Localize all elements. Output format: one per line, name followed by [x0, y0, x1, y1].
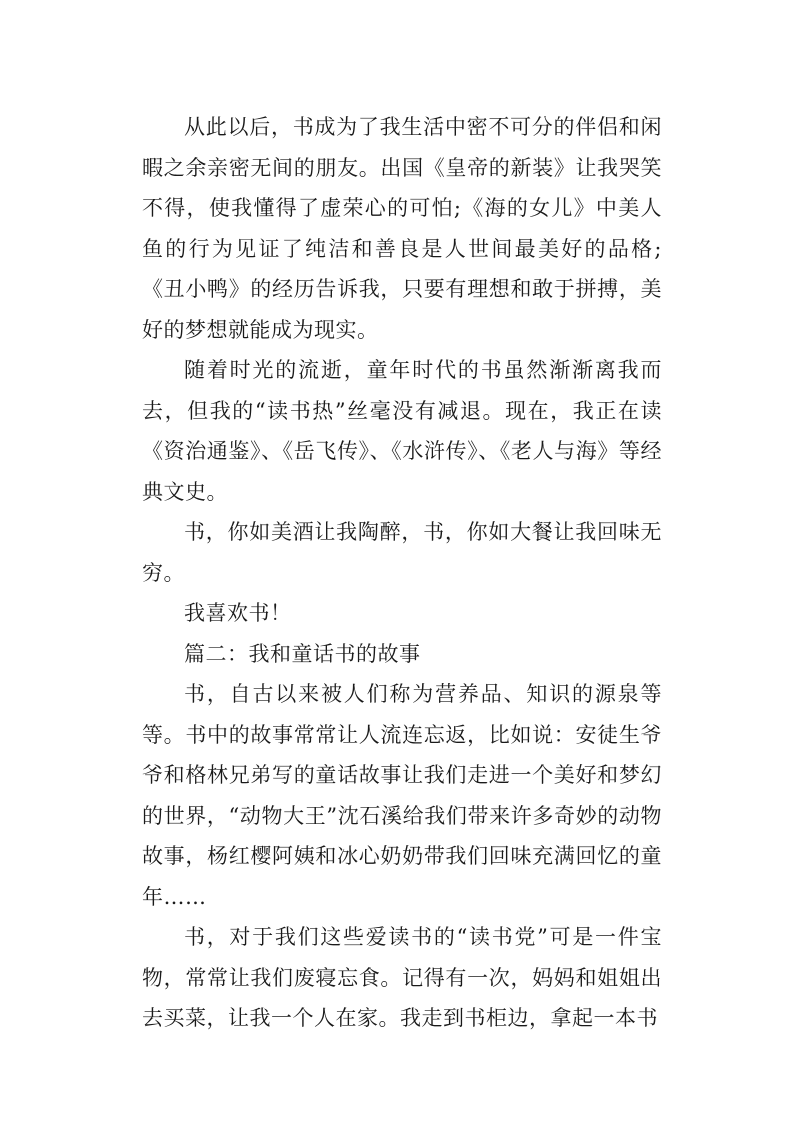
paragraph-book-treasure: 书，对于我们这些爱读书的“读书党”可是一件宝物，常常让我们废寝忘食。记得有一次，妈妈和姐姐出去买菜，让我一个人在家。我走到书柜边，拿起一本书 — [142, 925, 662, 1030]
paragraph-books-companion: 从此以后，书成为了我生活中密不可分的伴侣和闲暇之余亲密无间的朋友。出国《皇帝的新装》让我哭笑不得，使我懂得了虚荣心的可怕;《海的女儿》中美人鱼的行为见证了纯洁和善良是人世间最美好的品格;《丑小鸭》的经历告诉我，只要有理想和敢于拼搏，美好的梦想就能成为现实。 — [142, 115, 662, 342]
paragraph-i-like-books: 我喜欢书！ — [184, 601, 292, 625]
paragraph-fairy-tale-books: 书，自古以来被人们称为营养品、知识的源泉等等。书中的故事常常让人流连忘返，比如说：安徒生爷爷和格林兄弟写的童话故事让我们走进一个美好和梦幻的世界，“动物大王”沈石溪给我们带来许多奇妙的动物故事，杨红樱阿姨和冰心奶奶带我们回味充满回忆的童年…… — [142, 682, 662, 909]
document-body — [142, 107, 662, 1039]
paragraph-books-like-wine: 书，你如美酒让我陶醉，书，你如大餐让我回味无穷。 — [142, 520, 662, 585]
paragraph-reading-fever: 随着时光的流逝，童年时代的书虽然渐渐离我而去，但我的“读书热”丝毫没有减退。现在，我正在读《资治通鉴》、《岳飞传》、《水浒传》、《老人与海》等经典文史。 — [142, 358, 662, 504]
section-heading-part-two: 篇二：我和童话书的故事 — [184, 641, 421, 666]
